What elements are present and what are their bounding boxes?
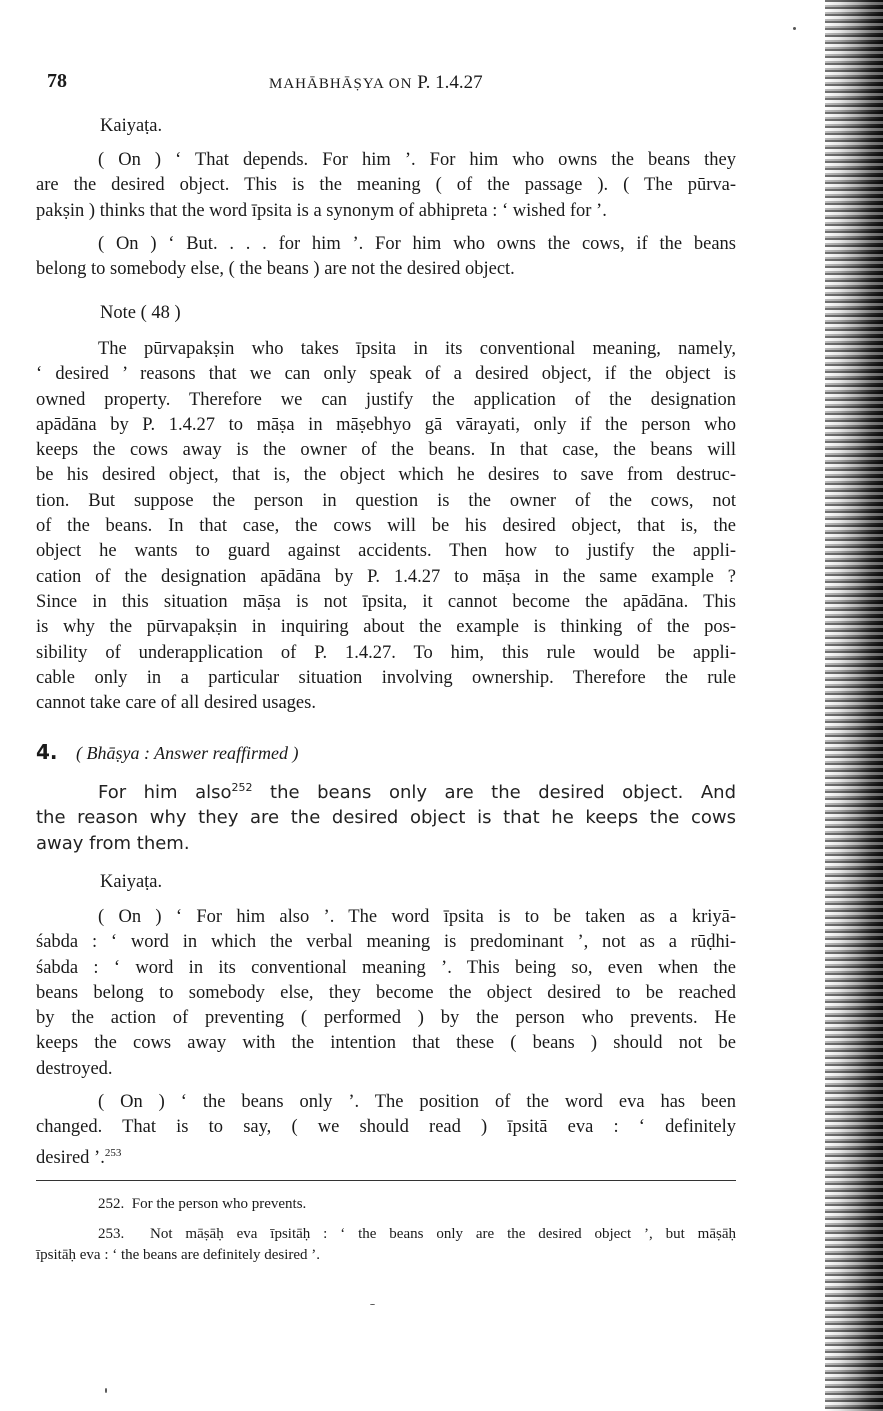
text-line: The pūrvapakṣin who takes īpsita in its conventional meaning, namely, <box>98 339 736 359</box>
footnote-number: 252. <box>98 1196 125 1212</box>
footnote-line <box>36 1224 736 1245</box>
text-line: cation of the designation apādāna by P. 1.4.27 to māṣa in the same example ? <box>36 566 736 587</box>
text-line: ( On ) ‘ That depends. For him ’. For him who owns the beans they <box>98 150 736 170</box>
text-line: ‘ desired ’ reasons that we can only speak of a desired object, if the object is <box>36 364 736 385</box>
kaiyata-paragraph-1 <box>36 148 736 224</box>
text-line: destroyed. <box>36 1058 113 1079</box>
text-line: ( On ) ‘ But. . . . for him ’. For him who owns the cows, if the beans <box>98 234 736 254</box>
kaiyata-paragraph-3 <box>36 905 736 1082</box>
text-line: the reason why they are the desired object is that he keeps the cows <box>36 807 736 829</box>
text-fragment: For him also <box>98 782 232 803</box>
running-title <box>269 72 483 94</box>
text-line <box>36 775 736 805</box>
running-title-ref: P. 1.4.27 <box>417 72 483 93</box>
section-title: ( Bhāṣya : Answer reaffirmed ) <box>76 743 299 763</box>
text-line: changed. That is to say, ( we should read ) īpsitā eva : ‘ definitely <box>36 1117 736 1138</box>
scan-speck <box>105 1388 107 1393</box>
text-line: ( On ) ‘ the beans only ’. The position of the word eva has been <box>98 1092 736 1112</box>
text-line: pakṣin ) thinks that the word īpsita is a synonym of abhipreta : ‘ wished for ’. <box>36 200 607 221</box>
text-line: keeps the cows away is the owner of the beans. In that case, the beans will <box>36 440 736 461</box>
text-line: ( On ) ‘ For him also ’. The word īpsita is to be taken as a kriyā- <box>98 907 736 927</box>
text-line: Since in this situation māṣa is not īpsita, it cannot become the apādāna. This <box>36 591 736 612</box>
text-line: cable only in a particular situation involving ownership. Therefore the rule <box>36 667 736 688</box>
text-line: belong to somebody else, ( the beans ) are not the desired object. <box>36 259 515 280</box>
text-line: is why the pūrvapakṣin in inquiring about the example is thinking of the pos- <box>36 617 736 638</box>
footnote-text: Not māṣāḥ eva īpsitāḥ : ‘ the beans only are the desired object ’, but māṣāḥ <box>150 1226 736 1242</box>
footnote-line: īpsitāḥ eva : ‘ the beans are definitely desired ’. <box>36 1247 321 1263</box>
text-line: owned property. Therefore we can justify the application of the designation <box>36 389 736 410</box>
text-fragment: the beans only are the desired object. And <box>252 782 736 803</box>
scan-speck <box>370 1304 375 1305</box>
text-line: object he wants to guard against accidents. Then how to justify the appli- <box>36 541 736 562</box>
scan-speck <box>793 27 796 30</box>
footnote-number: 253. <box>98 1226 125 1242</box>
footnote-text: For the person who prevents. <box>131 1196 307 1212</box>
page-edge-shadow <box>825 0 883 1411</box>
text-line: tion. But suppose the person in question is the owner of the cows, not <box>36 490 736 511</box>
kaiyata-paragraph-2 <box>36 232 736 283</box>
section-number: 4. <box>36 740 58 764</box>
text-line: of the beans. In that case, the cows will be his desired object, that is, the <box>36 516 736 537</box>
text-line: śabda : ‘ word in which the verbal meaning is predominant ’, not as a rūḍhi- <box>36 932 736 953</box>
footnote-ref: 253 <box>104 1146 122 1159</box>
text-line: away from them. <box>36 832 190 854</box>
note-label: Note ( 48 ) <box>100 303 181 323</box>
footnote-divider <box>36 1180 736 1181</box>
kaiyata-label: Kaiyaṭa. <box>100 116 163 136</box>
text-line: keeps the cows away with the intention that these ( beans ) should not be <box>36 1033 736 1054</box>
text-line: by the action of preventing ( performed ) by the person who prevents. He <box>36 1008 736 1029</box>
text-line: cannot take care of all desired usages. <box>36 693 316 714</box>
running-header <box>47 70 737 96</box>
footnote-252 <box>36 1194 736 1215</box>
text-line: apādāna by P. 1.4.27 to māṣa in māṣebhyo gā vārayati, only if the person who <box>36 414 736 435</box>
running-title-prefix: MAHĀBHĀṢYA ON <box>269 76 413 92</box>
text-line: be his desired object, that is, the object which he desires to save from destruc- <box>36 465 736 486</box>
text-line: are the desired object. This is the meaning ( of the passage ). ( The pūrva- <box>36 175 736 196</box>
page-number: 78 <box>47 70 67 92</box>
kaiyata-paragraph-4 <box>36 1090 736 1171</box>
kaiyata-label: Kaiyaṭa. <box>100 872 163 892</box>
footnote-253 <box>36 1224 736 1266</box>
text-line: beans belong to somebody else, they become the object desired to be reached <box>36 982 736 1003</box>
footnote-ref: 252 <box>231 781 253 794</box>
note-paragraph <box>36 337 736 716</box>
text-fragment: desired ’. <box>36 1147 105 1168</box>
section-heading <box>36 740 298 764</box>
text-line: sibility of underapplication of P. 1.4.27. To him, this rule would be appli- <box>36 642 736 663</box>
bhasya-paragraph <box>36 775 736 856</box>
footnote-line <box>36 1194 736 1215</box>
text-line <box>36 1141 736 1171</box>
text-line: śabda : ‘ word in its conventional meaning ’. This being so, even when the <box>36 957 736 978</box>
